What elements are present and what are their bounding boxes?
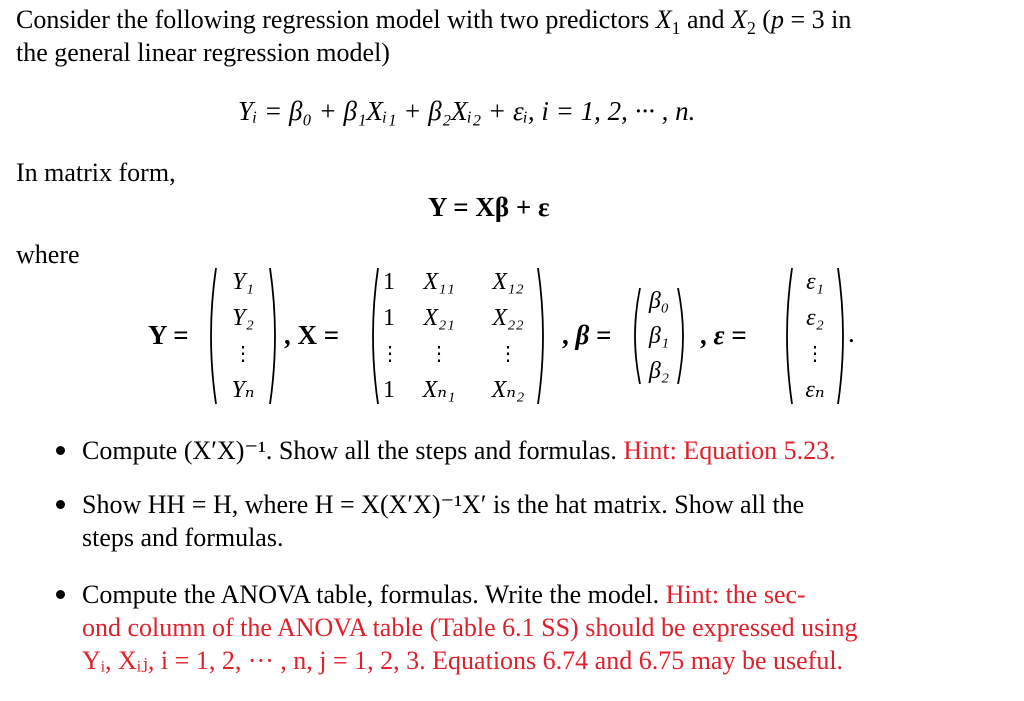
where-label: where <box>16 240 80 269</box>
intro-line-1 <box>16 5 852 39</box>
beta-vector <box>628 286 690 386</box>
matrix-equation: Y = Xβ + ε <box>428 192 550 222</box>
x-entry-1-3: X₁₂ <box>492 269 524 295</box>
x-entry-2-1: 1 <box>383 305 395 331</box>
bullet-2-line-2: steps and formulas. <box>82 523 284 552</box>
x-entry-dots-1: ⋮ <box>380 343 400 365</box>
x-entry-n-3: Xₙ₂ <box>491 377 525 403</box>
bullet-3-text: Compute the ANOVA table, formulas. Write the model. <box>82 580 660 609</box>
y-entry-2: Y₂ <box>232 305 254 331</box>
x-matrix <box>366 266 550 406</box>
x-entry-dots-3: ⋮ <box>498 343 518 365</box>
x-entry-2-2: X₂₁ <box>423 305 455 331</box>
beta-vector-column <box>642 286 676 386</box>
beta-entry-1: β₁ <box>648 323 670 349</box>
y-matrix-column <box>218 266 268 406</box>
beta-entry-0: β₀ <box>648 288 670 314</box>
predictor-x1-sub: 1 <box>671 18 681 39</box>
error-vector-column <box>794 266 836 406</box>
error-entry-n: εₙ <box>805 377 825 403</box>
bullet-3-hint-2: ond column of the ANOVA table (Table 6.1 SS) should be expressed using <box>82 613 858 642</box>
x-entry-n-1: 1 <box>383 377 395 403</box>
bullet-1-text: Compute (X′X)⁻¹. Show all the steps and formulas. <box>82 436 617 465</box>
y-entry-dots: ⋮ <box>233 343 253 365</box>
predictor-x2-sub: 2 <box>746 18 756 39</box>
bullet-3-hint-1: Hint: the sec- <box>665 580 806 609</box>
error-vector-label: , ε = <box>700 320 747 350</box>
error-entry-dots: ⋮ <box>805 343 825 365</box>
y-matrix <box>204 266 282 406</box>
x-entry-1-1: 1 <box>383 269 395 295</box>
x-matrix-column-1 <box>380 266 398 406</box>
p-value: = 3 in <box>783 5 852 34</box>
x-matrix-label: , X = <box>284 320 340 350</box>
p-symbol: p <box>770 5 784 34</box>
y-entry-1: Y₁ <box>232 269 254 295</box>
bullet-1 <box>82 436 836 466</box>
y-matrix-label: Y = <box>148 320 189 350</box>
bullet-3-hint-3: Yᵢ, Xᵢⱼ, i = 1, 2, ··· , n, j = 1, 2, 3. Equations 6.74 and 6.75 may be useful. <box>82 646 844 675</box>
bullet-1-marker <box>56 446 65 455</box>
error-entry-1: ε₁ <box>806 269 824 295</box>
x-matrix-column-3 <box>480 266 536 406</box>
beta-entry-2: β₂ <box>648 358 670 384</box>
y-entry-n: Yₙ <box>231 377 255 403</box>
bullet-1-hint: Hint: Equation 5.23. <box>623 436 836 465</box>
intro-text: Consider the following regression model with two predictors <box>16 5 656 34</box>
x-entry-1-2: X₁₁ <box>423 269 455 295</box>
x-matrix-column-2 <box>412 266 466 406</box>
intro-paren: ( <box>755 5 771 34</box>
bullet-2-line-1: Show HH = H, where H = X(X′X)⁻¹X′ is the hat matrix. Show all the <box>82 490 805 519</box>
intro-and: and <box>680 5 732 34</box>
matrix-period: . <box>848 318 855 348</box>
model-equation: Yᵢ = β₀ + β₁Xᵢ₁ + β₂Xᵢ₂ + εᵢ, i = 1, 2, ··· , n. <box>238 96 696 126</box>
intro-line-2: the general linear regression model) <box>16 38 390 67</box>
predictor-x1: X <box>655 5 672 34</box>
error-vector <box>780 266 850 406</box>
matrix-intro: In matrix form, <box>16 158 176 187</box>
error-entry-2: ε₂ <box>806 305 824 331</box>
x-entry-dots-2: ⋮ <box>429 343 449 365</box>
beta-vector-label: , β = <box>562 320 612 350</box>
bullet-3-line-1 <box>82 580 806 610</box>
bullet-3-marker <box>56 590 65 599</box>
bullet-2-marker <box>56 500 65 509</box>
x-entry-2-3: X₂₂ <box>492 305 524 331</box>
x-entry-n-2: Xₙ₁ <box>422 377 456 403</box>
predictor-x2: X <box>731 5 747 34</box>
